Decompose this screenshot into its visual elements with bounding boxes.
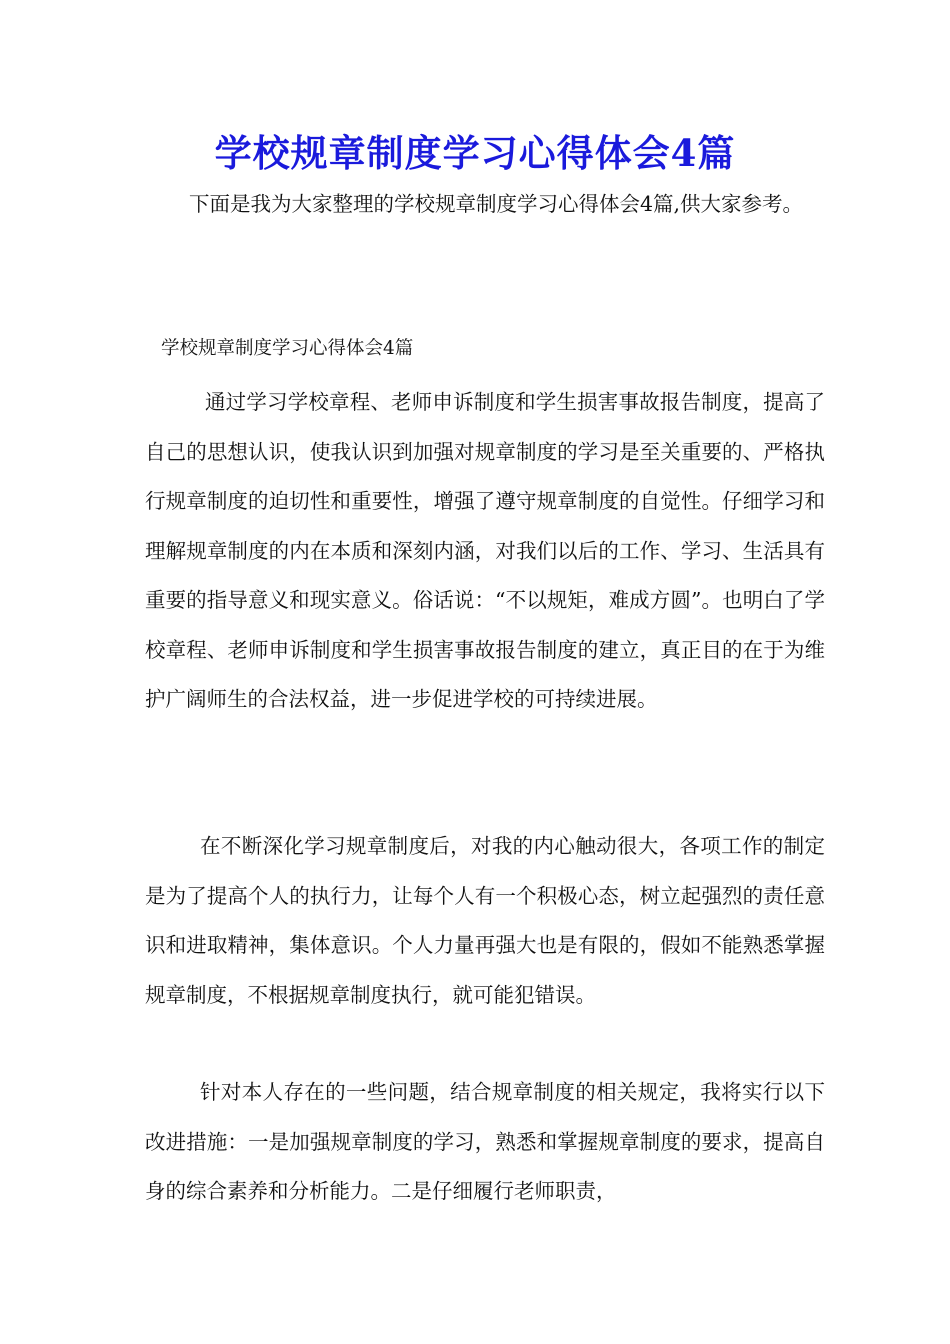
document-title: 学校规章制度学习心得体会4篇 xyxy=(214,131,736,175)
intro-paragraph: 下面是我为大家整理的学校规章制度学习心得体会4篇,供大家参考。 xyxy=(189,192,804,216)
body-paragraph-2: 在不断深化学习规章制度后，对我的内心触动很大，各项工作的制定是为了提高个人的执行力，让每个人有一个积极心态，树立起强烈的责任意识和进取精神，集体意识。个人力量再强大也是有限的，假如不能熟悉掌握规章制度，不根据规章制度执行，就可能犯错误。 xyxy=(145,834,825,1007)
section-heading: 学校规章制度学习心得体会4篇 xyxy=(161,338,414,359)
body-paragraph-3: 针对本人存在的一些问题，结合规章制度的相关规定，我将实行以下改进措施：一是加强规章制度的学习，熟悉和掌握规章制度的要求，提高自身的综合素养和分析能力。二是仔细履行老师职责， xyxy=(145,1080,825,1203)
body-paragraph-1: 通过学习学校章程、老师申诉制度和学生损害事故报告制度，提高了自己的思想认识，使我认识到加强对规章制度的学习是至关重要的、严格执行规章制度的迫切性和重要性，增强了遵守规章制度的自觉性。仔细学习和理解规章制度的内在本质和深刻内涵，对我们以后的工作、学习、生活具有重要的指导意义和现实意义。俗话说：“不以规矩，难成方圆”。也明白了学校章程、老师申诉制度和学生损害事故报告制度的建立，真正目的在于为维护广阔师生的合法权益，进一步促进学校的可持续进展。 xyxy=(145,390,825,711)
